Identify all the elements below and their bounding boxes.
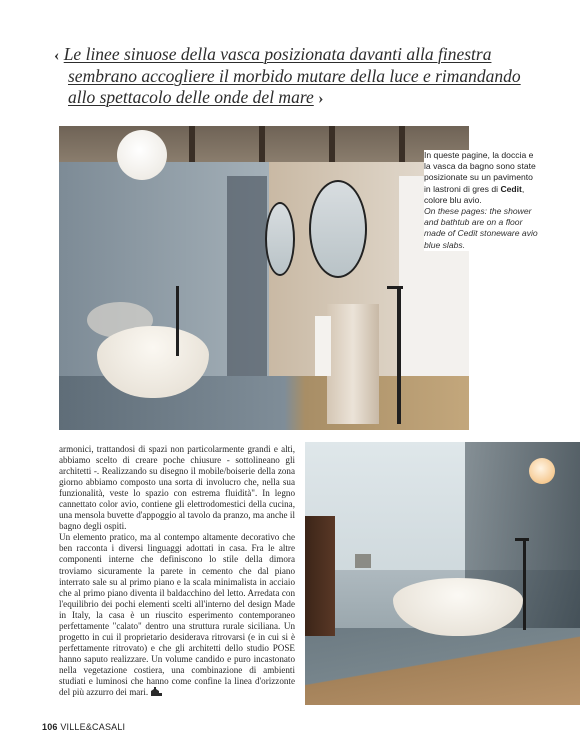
pull-quote-line (54, 87, 534, 109)
caption-text: , colore blu avio. (424, 183, 525, 205)
paragraph (59, 532, 295, 698)
tub-faucet (176, 286, 179, 356)
towel (315, 316, 331, 376)
ceiling-beam (399, 126, 405, 162)
ceiling-beam (329, 126, 335, 162)
pull-quote-text: allo spettacolo delle onde del mare (68, 87, 314, 107)
shower-glass (227, 176, 267, 406)
page-folio (42, 722, 125, 732)
stone-washbasin (327, 304, 379, 424)
caption-brand: Cedit (500, 183, 522, 194)
photo-caption (424, 150, 540, 251)
caption-english: On these pages: the shower and bathtub are on a floor made of Cedit stoneware avio blue slabs. (424, 206, 538, 250)
bathtub-photo-sea-view (305, 442, 580, 705)
page-number: 106 (42, 722, 58, 732)
tub-faucet-spout (515, 538, 529, 541)
pull-quote-line (54, 44, 534, 66)
caption-italian (424, 150, 540, 206)
close-quote-mark: › (318, 90, 324, 107)
basin-faucet-spout (387, 286, 403, 289)
paragraph: armonici, trattandosi di spazi non particolarmente grandi e alti, abbiamo scelto di creare poche chiusure - sottolineano gli architetti -. Realizzando su disegno il mobile/boiserie della zona giorno abbiamo composto una sorta di involucro che, nella sua funzionalità, veste lo spazio con estrema fluidità". In legno cannettato color avio, contiene gli elettrodomestici della cucina, una mensola buvette d'appoggio al tavolo da pranzo, ma anche il bagno degli ospiti. (59, 444, 295, 532)
basin-faucet (397, 286, 401, 424)
pull-quote-line (54, 66, 534, 87)
magazine-name: VILLE&CASALI (60, 722, 126, 732)
distant-tower (355, 554, 371, 568)
pendant-lamp (529, 458, 555, 484)
open-quote-mark: ‹ (54, 47, 60, 64)
pull-quote-text: sembrano accogliere il morbido mutare della luce e rimandando (68, 66, 521, 86)
article-body (59, 444, 295, 698)
tub-faucet (523, 538, 526, 630)
floor (305, 628, 580, 705)
pull-quote-text: Le linee sinuose della vasca posizionata davanti alla finestra (63, 44, 492, 64)
caption-text: In queste pagine, la doccia e la vasca da bagno sono state posizionate su un pavimento in lastroni di gres di (424, 150, 536, 194)
ceiling-beam (259, 126, 265, 162)
end-of-article-icon (151, 687, 162, 696)
wooden-chair (305, 516, 335, 636)
pendant-lamp (117, 130, 167, 180)
ceiling-beam (189, 126, 195, 162)
round-mirror (309, 180, 367, 278)
round-mirror (265, 202, 295, 276)
paragraph-text: Un elemento pratico, ma al contempo altamente decorativo che ben racconta i diversi linguaggi adottati in casa. Fra le altre componenti interne che definiscono lo stile della dimora troviamo sicuramente la parete in cemento che dal piano interrato sale su al primo piano e la scala minimalista in acciaio che al primo piano diventa il baldacchino del letto. Arredata con l'equilibrio dei pochi elementi scelti all'interno del design Made in Italy, la casa è un riuscito esperimento contemporaneo perfettamente "calato" dentro una struttura rurale siciliana. Un progetto in cui il proprietario desiderava ritrovarsi (e in cui si è perfettamente ritrovato) e che gli architetti dello studio POSE hanno saputo realizzare. Un volume candido e puro incastonato nella vegetazione costiera, una combinazione di ambienti studiati e luminosi che hanno come confine la linea d'orizzonte del più azzurro dei mari. (59, 532, 295, 698)
pull-quote (54, 44, 534, 109)
bathroom-photo-main (59, 126, 469, 430)
